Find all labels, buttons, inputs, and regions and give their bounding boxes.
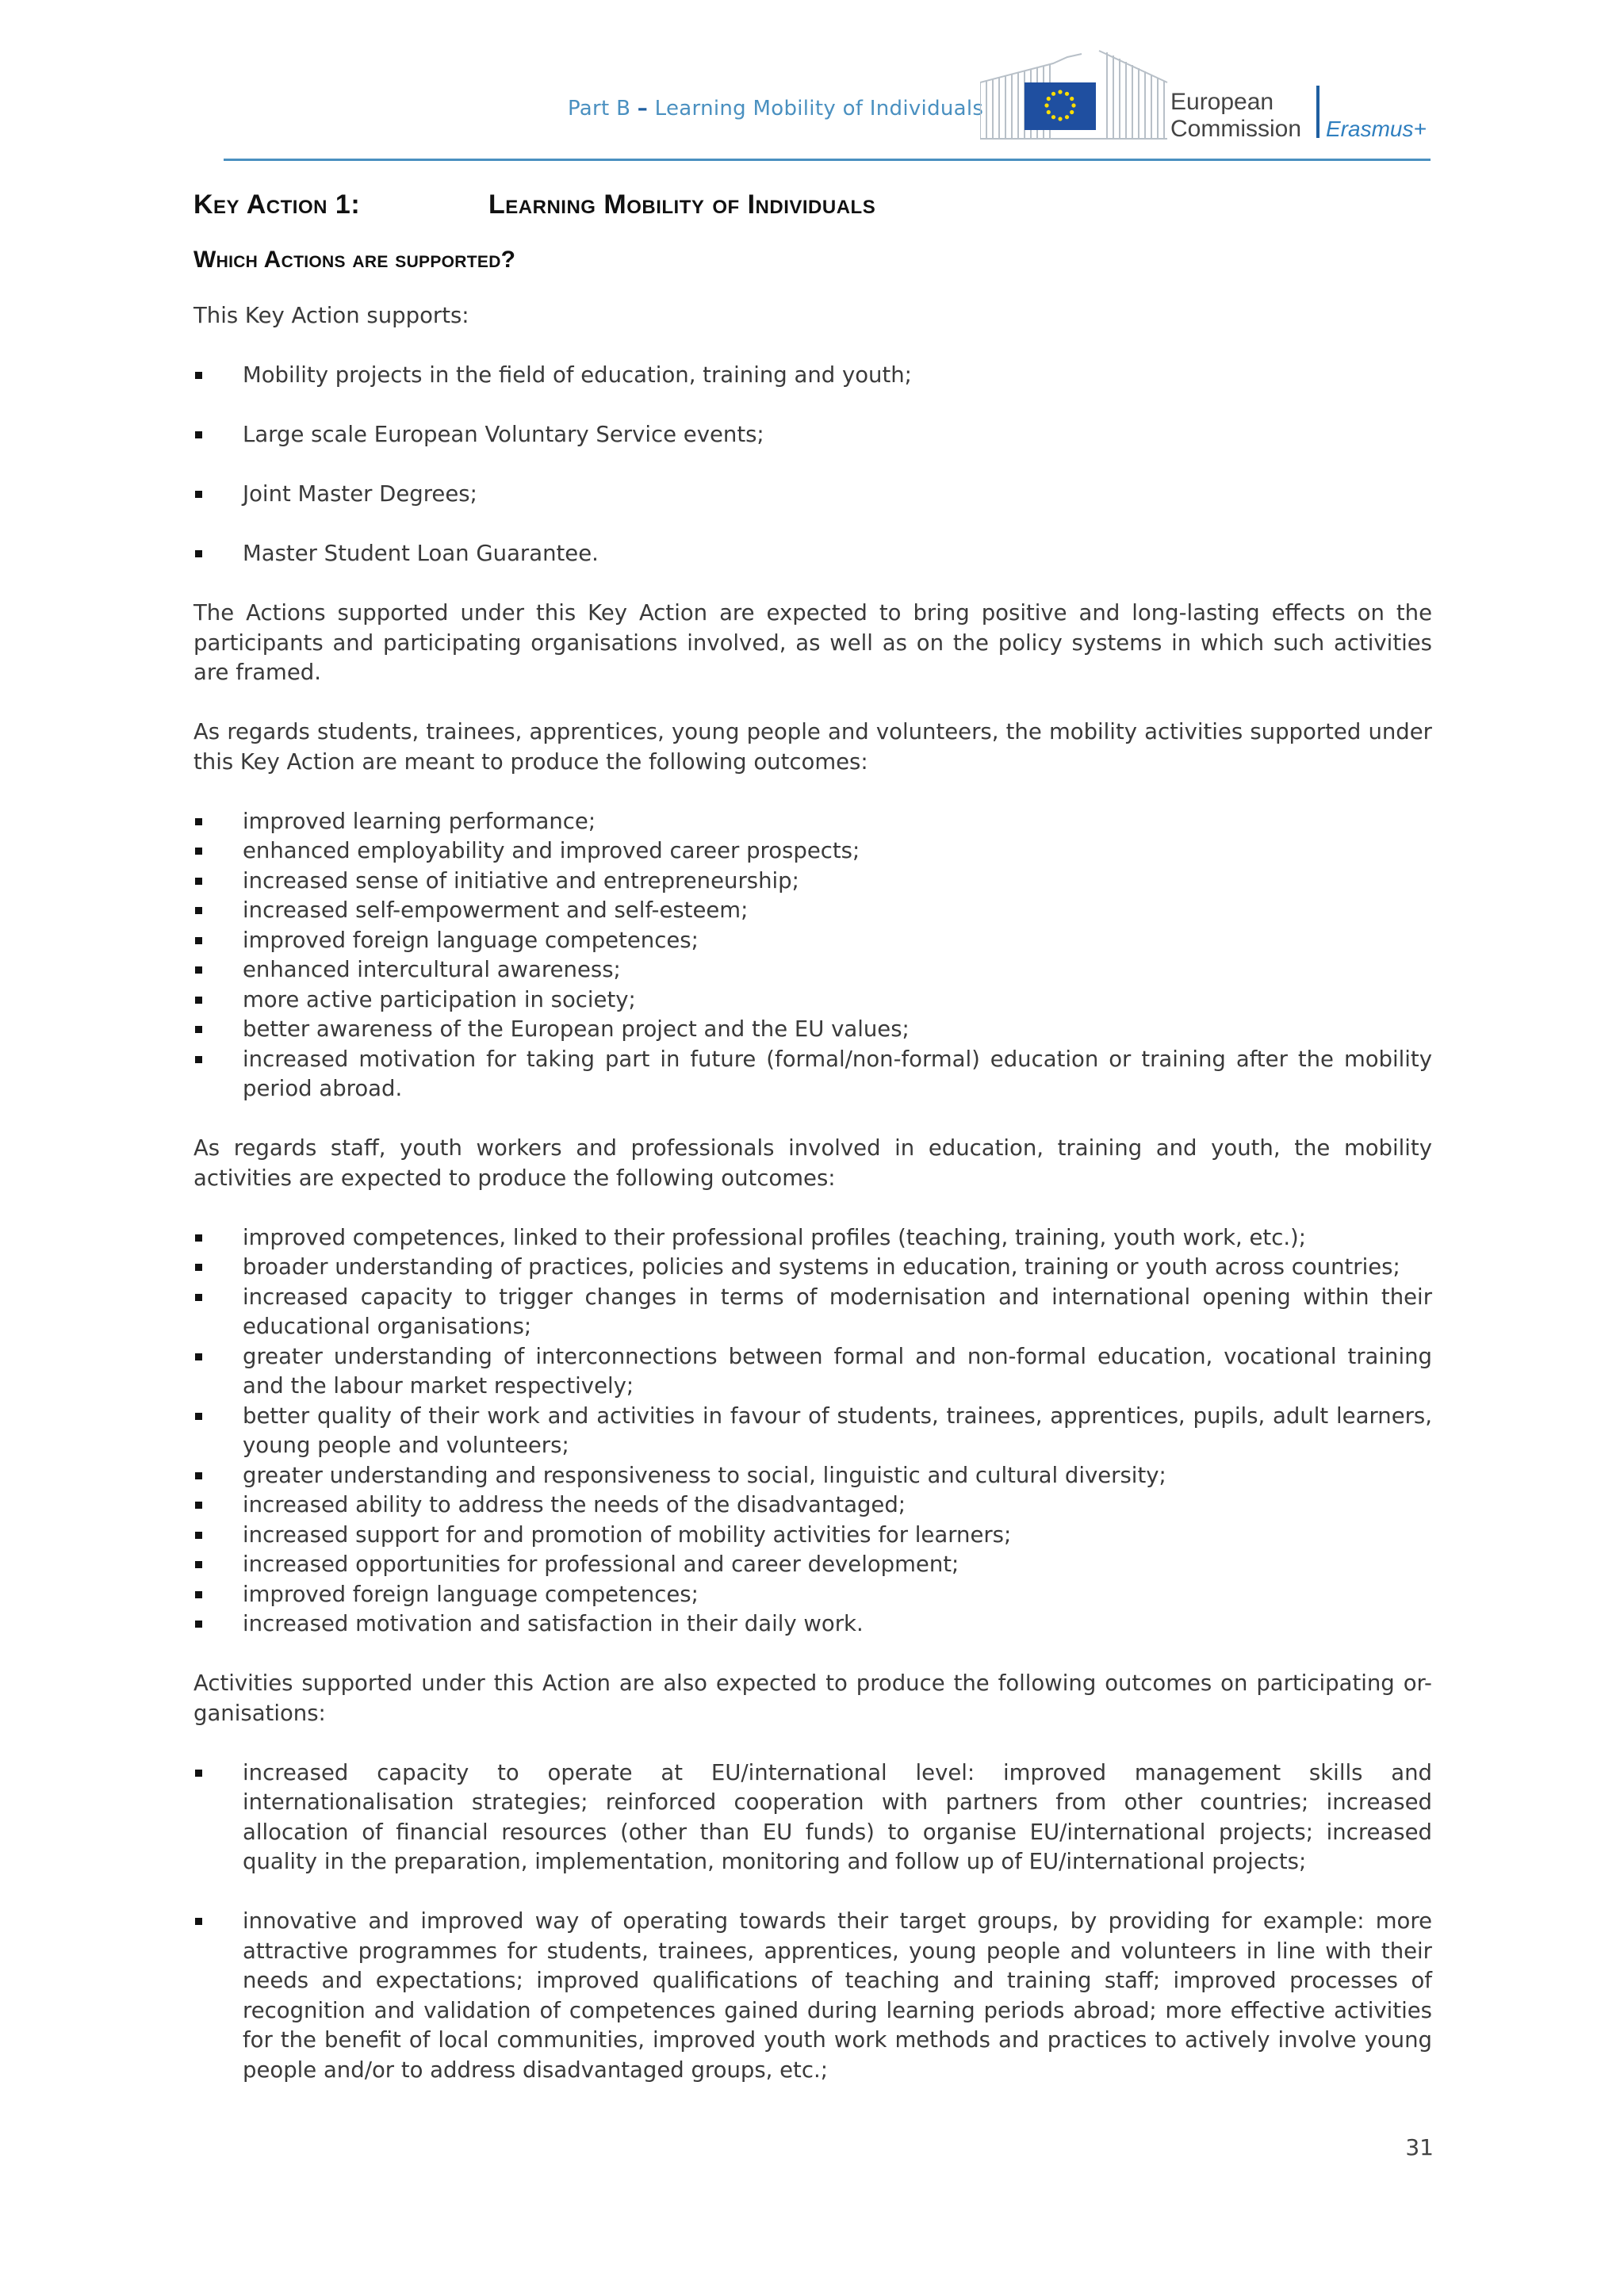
eu-flag-icon [1025, 82, 1096, 130]
list-item: increased motivation and satisfaction in their daily work. [193, 1609, 1432, 1640]
list-item: Master Student Loan Guarantee. [193, 539, 1432, 569]
list-item: improved learning performance; [193, 807, 1432, 837]
list-item: enhanced intercultural awareness; [193, 955, 1432, 985]
section-heading: Which Actions are supported? [193, 247, 516, 273]
list-item: increased capacity to trigger changes in terms of modernisation and international opening within their educational organisations; [193, 1283, 1432, 1342]
page-title [193, 187, 1432, 222]
list-item: improved foreign language competences; [193, 1580, 1432, 1610]
running-header-dash: – [637, 97, 649, 121]
running-header [568, 97, 983, 121]
key-action-number: Key Action 1: [193, 189, 361, 220]
page-content [193, 187, 1432, 2115]
list-item: increased capacity to operate at EU/international level: improved management skills and internationalisation strategies; reinforced cooperation with partners from other countries; increased allocation of financial resources (other than EU funds) to organise EU/international projects; increased quality in the preparation, implementation, monitoring and follow up of EU/international projects; [193, 1758, 1432, 1877]
logo-divider [1316, 86, 1320, 138]
list-item: innovative and improved way of operating towards their target groups, by providing for example: more attractive programmes for students, trainees, apprentices, young people and volunteers in line with their needs and expectations; improved qualifications of teaching and training staff; improved processes of recognition and validation of competences gained during learning periods abroad; more effective activities for the benefit of local communities, improved youth work methods and practices to actively involve young people and/or to address disadvantaged groups, etc.; [193, 1907, 1432, 2085]
running-header-part1: Part B [568, 97, 638, 121]
list-item: Mobility projects in the field of education, training and youth; [193, 361, 1432, 391]
list-item: broader understanding of practices, policies and systems in education, training or youth across countries; [193, 1253, 1432, 1283]
logo-european: European [1170, 89, 1274, 115]
list-item: improved foreign language competences; [193, 926, 1432, 956]
list-item: Joint Master Degrees; [193, 480, 1432, 510]
list-item: enhanced employability and improved career prospects; [193, 836, 1432, 867]
list-item: more active participation in society; [193, 985, 1432, 1016]
running-header-part2: Learning Mobility of Individuals [648, 97, 984, 121]
key-action-title: Learning Mobility of Individuals [488, 189, 876, 220]
organisation-outcomes-list [193, 1758, 1432, 2086]
supports-list [193, 361, 1432, 569]
list-item: better quality of their work and activities in favour of students, trainees, apprentices, pupils, adult learners, young people and volunteers; [193, 1402, 1432, 1461]
list-item: Large scale European Voluntary Service events; [193, 420, 1432, 450]
list-item: increased motivation for taking part in future (formal/non-formal) education or training after the mobility period abroad. [193, 1045, 1432, 1104]
list-item: greater understanding and responsiveness to social, linguistic and cultural diversity; [193, 1461, 1432, 1491]
list-item: better awareness of the European project and the EU values; [193, 1015, 1432, 1045]
list-item: greater understanding of interconnections between formal and non-formal education, vocational training and the labour market respectively; [193, 1342, 1432, 1402]
header-rule [224, 159, 1431, 161]
page-number: 31 [1405, 2134, 1434, 2160]
organisations-paragraph: Activities supported under this Action are also expected to produce the following outcomes on participating or-ganisations: [193, 1670, 1432, 1726]
students-paragraph: As regards students, trainees, apprentices, young people and volunteers, the mobility activities supported under this Key Action are meant to produce the following outcomes: [193, 719, 1432, 775]
list-item: improved competences, linked to their professional profiles (teaching, training, youth work, etc.); [193, 1223, 1432, 1253]
logo-erasmus: Erasmus+ [1326, 117, 1427, 141]
list-item: increased opportunities for professional and career development; [193, 1550, 1432, 1580]
staff-paragraph: As regards staff, youth workers and professionals involved in education, training and youth, the mobility activities are expected to produce the following outcomes: [193, 1135, 1432, 1191]
european-commission-erasmus-logo [980, 48, 1432, 143]
list-item: increased ability to address the needs of the disadvantaged; [193, 1490, 1432, 1521]
effects-paragraph: The Actions supported under this Key Action are expected to bring positive and long-lasting effects on the participants and participating organisations involved, as well as on the policy systems in which such activities are framed. [193, 600, 1432, 685]
student-outcomes-list [193, 807, 1432, 1104]
list-item: increased support for and promotion of mobility activities for learners; [193, 1521, 1432, 1551]
list-item: increased self-empowerment and self-esteem; [193, 896, 1432, 926]
intro-paragraph: This Key Action supports: [193, 303, 469, 328]
logo-commission: Commission [1170, 116, 1302, 142]
list-item: increased sense of initiative and entrepreneurship; [193, 867, 1432, 897]
staff-outcomes-list [193, 1223, 1432, 1640]
